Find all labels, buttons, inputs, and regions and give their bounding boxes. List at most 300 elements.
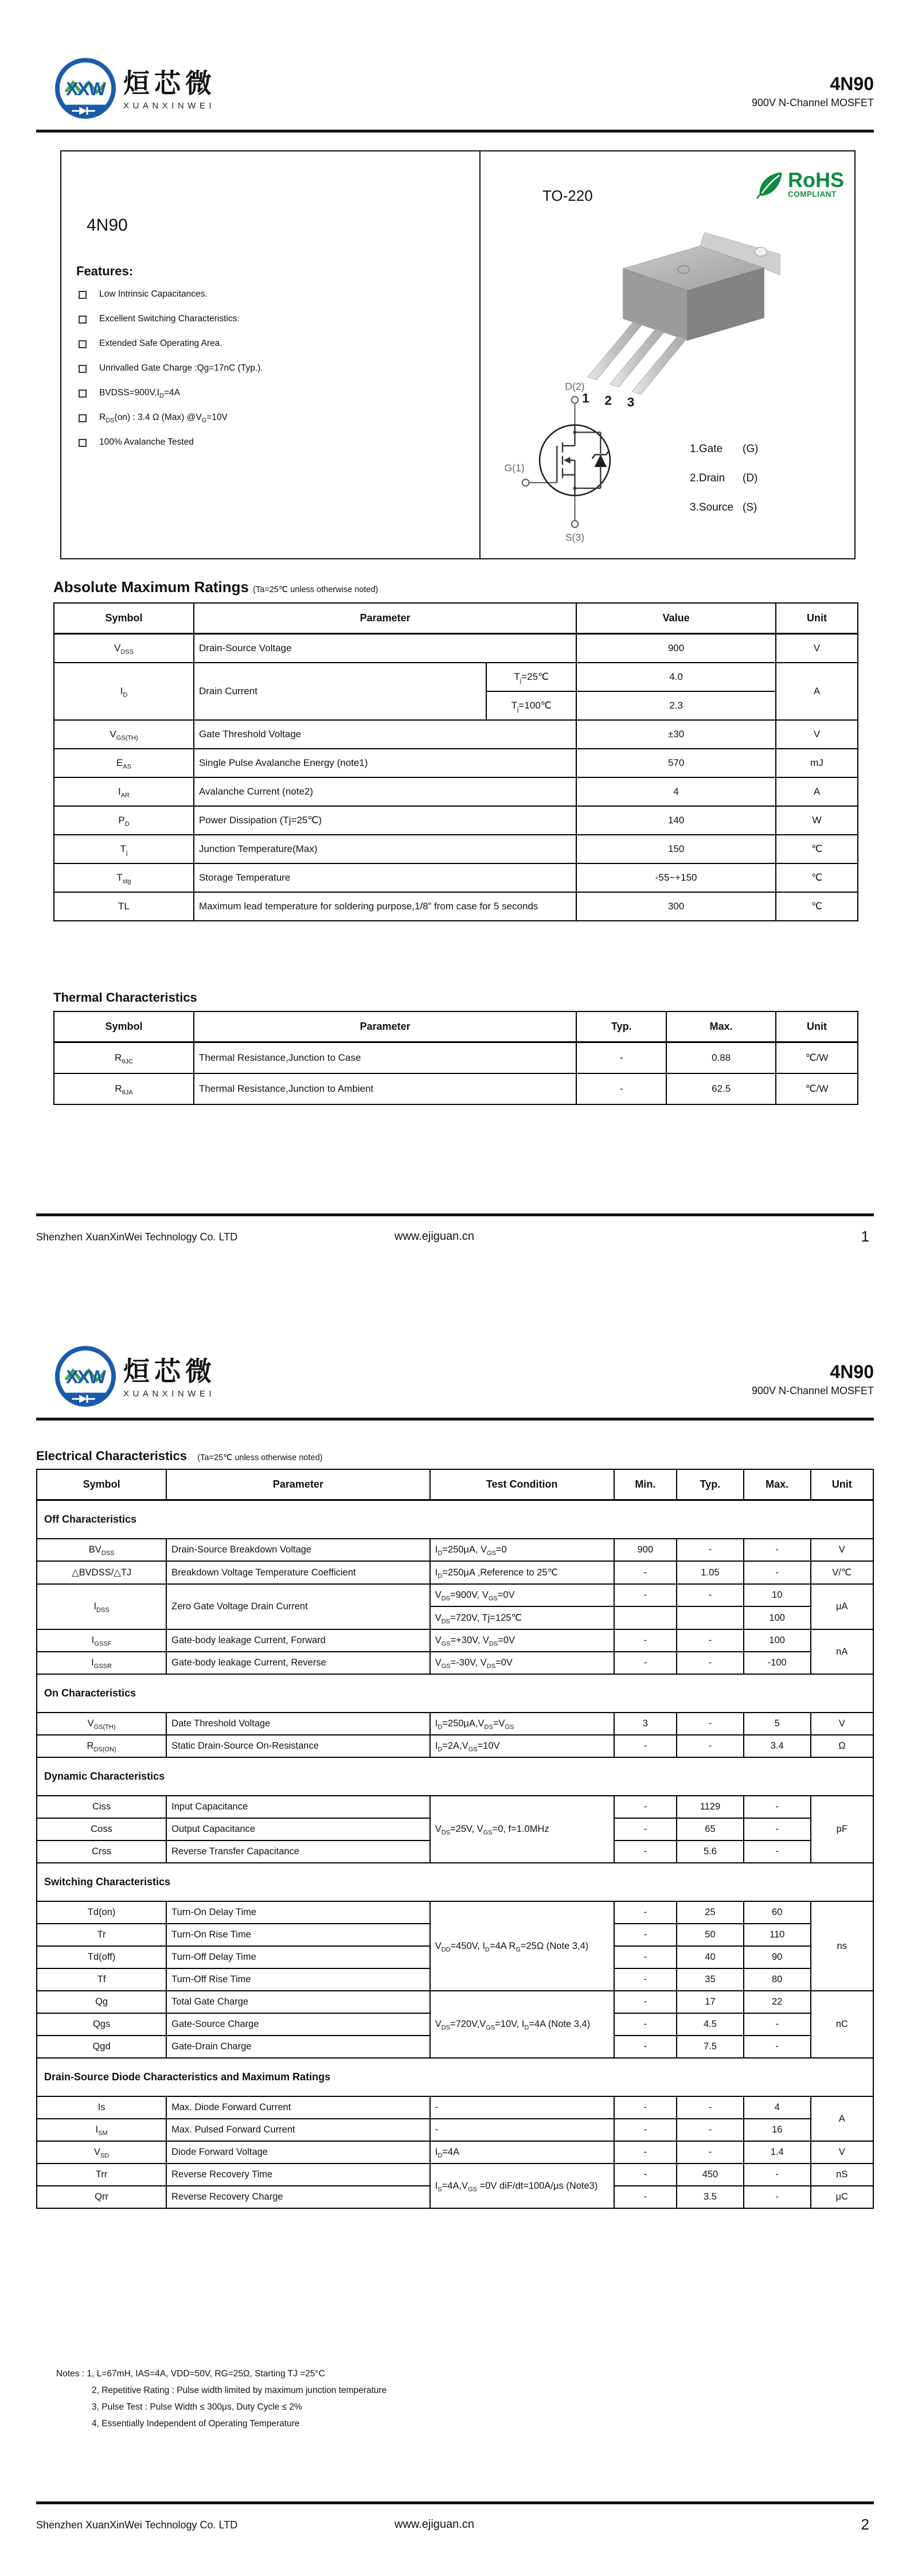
product-title: 4N90 (87, 216, 128, 235)
amr-value: 140 (576, 806, 776, 835)
ec-symbol: △BVDSS/△TJ (37, 1561, 166, 1584)
note-line: Notes : 1, L=67mH, IAS=4A, VDD=50V, RG=25Ω, Starting TJ =25°C (56, 2369, 325, 2379)
ec-min: 900 (614, 1539, 677, 1561)
amr-unit: ℃ (776, 892, 858, 921)
ec-row (37, 1991, 873, 2013)
ec-condition: $I_D=4A$ (430, 2141, 614, 2163)
amr-row (54, 777, 858, 806)
ec-typ: 1129 (677, 1796, 744, 1818)
ec-row (37, 2096, 873, 2119)
amr-row (54, 634, 858, 663)
ec-header-2: Test Condition (430, 1469, 614, 1500)
ec-max: - (744, 2013, 811, 2036)
ec-row (37, 1539, 873, 1561)
ec-typ: - (677, 1735, 744, 1757)
ec-parameter: Gate-body leakage Current, Forward (166, 1629, 430, 1652)
amr-parameter: Avalanche Current (note2) (194, 777, 576, 806)
ec-typ: - (677, 1629, 744, 1652)
ec-max: - (744, 1840, 811, 1863)
amr-value: 900 (576, 634, 776, 663)
ec-note: (Ta=25℃ unless otherwise noted) (197, 1453, 323, 1462)
ec-typ: 65 (677, 1818, 744, 1840)
ec-parameter: Gate-body leakage Current, Reverse (166, 1652, 430, 1674)
amr-row (54, 835, 858, 863)
footer-page-number: 1 (861, 1228, 869, 1245)
ec-header-6: Unit (811, 1469, 873, 1500)
ec-row (37, 1796, 873, 1818)
thermal-typ: - (576, 1073, 666, 1104)
note-line: 4, Essentially Independent of Operating Temperature (92, 2419, 300, 2429)
logo-letters: XXW (66, 78, 105, 99)
amr-parameter: Power Dissipation (Tj=25℃) (194, 806, 576, 835)
ec-symbol: Tf (37, 1968, 166, 1991)
ec-unit: A (811, 2096, 873, 2141)
amr-parameter: Drain-Source Voltage (194, 634, 576, 663)
feature-item (79, 314, 457, 338)
ec-symbol: Tr (37, 1924, 166, 1946)
ec-condition: $V_{DS}=720V,V_{GS}=10V$, $I_D=4A$ (Note 3,4) (430, 1991, 614, 2058)
ec-typ: 35 (677, 1968, 744, 1991)
ec-parameter: Reverse Recovery Time (166, 2163, 430, 2186)
ec-typ: - (677, 2119, 744, 2141)
footer-website: www.ejiguan.cn (395, 2518, 474, 2531)
package-name: TO-220 (542, 187, 593, 204)
rohs-leaf-icon (755, 170, 784, 200)
ec-header-4: Typ. (677, 1469, 744, 1500)
brand-name-en: XUANXINWEI (123, 1389, 216, 1399)
page-2 (0, 1288, 910, 2576)
amr-symbol: $V_{GS(TH)}$ (54, 720, 194, 749)
amr-condition: $T_j=100℃$ (486, 691, 576, 720)
pin-legend-name: 1.Gate (690, 443, 723, 455)
ec-section-row (37, 1863, 873, 1901)
brand-name-cn: 烜芯微 (123, 68, 216, 98)
thermal-header-row (54, 1011, 858, 1042)
thermal-header-0: Symbol (54, 1011, 194, 1042)
ec-typ: - (677, 1713, 744, 1735)
ec-symbol: Td(on) (37, 1901, 166, 1924)
thermal-symbol: $R_{\theta JA}$ (54, 1073, 194, 1104)
feature-label: 100% Avalanche Tested (99, 437, 194, 447)
ec-condition: $V_{GS}=-30V$, $V_{DS}=0V$ (430, 1652, 614, 1674)
ec-typ: - (677, 1584, 744, 1606)
brand-texts (123, 1358, 216, 1399)
ec-min: - (614, 2036, 677, 2058)
ec-parameter: Turn-Off Rise Time (166, 1968, 430, 1991)
amr-symbol: $V_{DSS}$ (54, 634, 194, 663)
ec-typ: - (677, 1652, 744, 1674)
ec-symbol: $I_{DSS}$ (37, 1584, 166, 1629)
amr-row (54, 863, 858, 892)
pin-legend-item (690, 443, 758, 472)
ec-symbol: $I_{SM}$ (37, 2119, 166, 2141)
ec-symbol: $BV_{DSS}$ (37, 1539, 166, 1561)
amr-parameter: Drain Current (194, 663, 486, 720)
ec-max: - (744, 2186, 811, 2208)
ec-section-row (37, 1500, 873, 1539)
ec-section-label: Drain-Source Diode Characteristics and Maximum Ratings (37, 2058, 873, 2096)
ec-typ: 3.5 (677, 2186, 744, 2208)
feature-item (79, 413, 457, 437)
amr-row (54, 749, 858, 777)
ec-section-row (37, 1757, 873, 1796)
ec-row (37, 1584, 873, 1606)
amr-unit: A (776, 663, 858, 720)
ec-row (37, 1561, 873, 1584)
feature-label: $BVDSS=900V,I_D=4A$ (99, 388, 180, 400)
ec-unit: μA (811, 1584, 873, 1629)
ec-min: - (614, 2141, 677, 2163)
ec-parameter: Zero Gate Voltage Drain Current (166, 1584, 430, 1629)
ec-title-text: Electrical Characteristics (36, 1449, 187, 1463)
amr-unit: W (776, 806, 858, 835)
ec-condition: $V_{DS}=25V$, $V_{GS}=0$, f=1.0MHz (430, 1796, 614, 1863)
pin-s-label: S(3) (565, 531, 585, 543)
ec-min: - (614, 1735, 677, 1757)
ec-condition: $V_{DD}=450V$, $I_D=4A$ $R_G=25\Omega$ (Note 3,4) (430, 1901, 614, 1991)
ec-min: - (614, 1629, 677, 1652)
checkbox-icon (79, 439, 87, 447)
ec-max: - (744, 1539, 811, 1561)
ec-row (37, 1629, 873, 1652)
footer-page-number: 2 (861, 2516, 869, 2533)
feature-item (79, 437, 457, 462)
ec-row (37, 2119, 873, 2141)
rohs-compliant-label: COMPLIANT (788, 189, 837, 199)
note-line: 2, Repetitive Rating : Pulse width limited by maximum junction temperature (92, 2386, 387, 2395)
rohs-logo (755, 170, 844, 200)
ec-min: - (614, 1796, 677, 1818)
thermal-title: Thermal Characteristics (53, 990, 197, 1005)
ec-min: - (614, 1991, 677, 2013)
ec-parameter: Gate-Source Charge (166, 2013, 430, 2036)
svg-text:3: 3 (627, 395, 635, 410)
brand-name-en: XUANXINWEI (123, 101, 216, 111)
svg-text:1: 1 (582, 391, 589, 406)
logo-circle-icon (54, 57, 116, 119)
ec-typ: 450 (677, 2163, 744, 2186)
product-overview-box (60, 150, 856, 559)
ec-row (37, 1652, 873, 1674)
amr-value: -55~+150 (576, 863, 776, 892)
ec-condition: $V_{DS}=900V$, $V_{GS}=0V$ (430, 1584, 614, 1606)
ec-section-row (37, 2058, 873, 2096)
brand-logo (54, 1345, 216, 1407)
amr-value: 2.3 (576, 691, 776, 720)
ec-condition: $I_D=250\mu A$ ,Reference to 25℃ (430, 1561, 614, 1584)
thermal-symbol: $R_{\theta JC}$ (54, 1042, 194, 1074)
thermal-max: 0.88 (666, 1042, 776, 1074)
thermal-table (53, 1011, 858, 1105)
pin-legend-paren: (D) (743, 472, 758, 484)
amr-header-unit: Unit (776, 603, 858, 634)
brand-texts (123, 70, 216, 111)
ec-condition: - (430, 2096, 614, 2119)
ec-parameter: Input Capacitance (166, 1796, 430, 1818)
amr-symbol: $T_{stg}$ (54, 863, 194, 892)
ec-symbol: Qrr (37, 2186, 166, 2208)
amr-row (54, 892, 858, 921)
ec-min: - (614, 1946, 677, 1968)
amr-row (54, 663, 858, 691)
thermal-parameter: Thermal Resistance,Junction to Ambient (194, 1073, 576, 1104)
footer-company: Shenzhen XuanXinWei Technology Co. LTD (36, 2519, 238, 2531)
header-rule (36, 1418, 874, 1421)
footer-rule (36, 1213, 874, 1216)
amr-parameter: Maximum lead temperature for soldering purpose,1/8” from case for 5 seconds (194, 892, 576, 921)
ec-max: 5 (744, 1713, 811, 1735)
page1-footer (36, 1228, 874, 1252)
logo-circle-icon (54, 1345, 116, 1407)
ec-max: - (744, 1561, 811, 1584)
ec-title (36, 1449, 322, 1464)
ec-unit: nC (811, 1991, 873, 2058)
feature-item (79, 338, 457, 363)
pin-legend-paren: (G) (743, 443, 759, 455)
amr-unit: V (776, 634, 858, 663)
amr-unit: mJ (776, 749, 858, 777)
ec-row (37, 1713, 873, 1735)
ec-symbol: Is (37, 2096, 166, 2119)
amr-unit: V (776, 720, 858, 749)
ec-symbol: $V_{SD}$ (37, 2141, 166, 2163)
ec-condition: $I_D=250\mu A,V_{DS}=V_{GS}$ (430, 1713, 614, 1735)
ec-table (36, 1469, 874, 2209)
ec-symbol: Qg (37, 1991, 166, 2013)
amr-symbol: $T_j$ (54, 835, 194, 863)
thermal-row (54, 1073, 858, 1104)
thermal-typ: - (576, 1042, 666, 1074)
ec-parameter: Total Gate Charge (166, 1991, 430, 2013)
ec-symbol: Qgs (37, 2013, 166, 2036)
ec-section-label: Off Characteristics (37, 1500, 873, 1539)
ec-max: 16 (744, 2119, 811, 2141)
ec-parameter: Max. Diode Forward Current (166, 2096, 430, 2119)
ec-max: 90 (744, 1946, 811, 1968)
feature-label: Excellent Switching Characteristics. (99, 314, 240, 324)
ec-typ: - (677, 2141, 744, 2163)
amr-note: (Ta=25℃ unless otherwise noted) (253, 585, 378, 594)
amr-parameter: Single Pulse Avalanche Energy (note1) (194, 749, 576, 777)
footer-rule (36, 2501, 874, 2504)
feature-label: Extended Safe Operating Area. (99, 338, 222, 348)
ec-section-row (37, 1674, 873, 1713)
ec-typ: 17 (677, 1991, 744, 2013)
ec-typ: 5.6 (677, 1840, 744, 1863)
amr-unit: A (776, 777, 858, 806)
brand-name-cn: 烜芯微 (123, 1356, 216, 1386)
ec-parameter: Reverse Transfer Capacitance (166, 1840, 430, 1863)
header-rule (36, 130, 874, 133)
ec-unit: nS (811, 2163, 873, 2186)
ec-condition: $V_{DS}=720V$, Tj=125℃ (430, 1606, 614, 1629)
amr-symbol: $P_D$ (54, 806, 194, 835)
ec-min (614, 1606, 677, 1629)
ec-unit: Ω (811, 1735, 873, 1757)
ec-typ (677, 1606, 744, 1629)
package-pane (481, 151, 857, 558)
feature-label: $R_{DS}(on)$ : 3.4 Ω (Max) $@V_G=10V$ (99, 413, 228, 425)
thermal-unit: ℃/W (776, 1073, 858, 1104)
svg-text:2: 2 (604, 393, 612, 408)
ec-header-row (37, 1469, 873, 1500)
checkbox-icon (79, 414, 87, 422)
amr-title (53, 578, 378, 596)
ec-max: - (744, 2163, 811, 2186)
ec-parameter: Output Capacitance (166, 1818, 430, 1840)
footer-company: Shenzhen XuanXinWei Technology Co. LTD (36, 1231, 238, 1243)
amr-table (53, 602, 858, 921)
pin-legend-paren: (S) (743, 501, 757, 513)
pin-legend-name: 2.Drain (690, 472, 725, 484)
features-title: Features: (76, 264, 134, 278)
checkbox-icon (79, 390, 87, 398)
feature-item (79, 363, 457, 388)
ec-min: - (614, 2013, 677, 2036)
amr-value: ±30 (576, 720, 776, 749)
ec-typ: - (677, 2096, 744, 2119)
feature-label: Unrivalled Gate Charge :Qg=17nC (Typ.). (99, 363, 263, 373)
pin-legend-item (690, 501, 758, 531)
checkbox-icon (79, 340, 87, 348)
amr-header-value: Value (576, 603, 776, 634)
pin-d-label: D(2) (565, 380, 585, 392)
ec-typ: 50 (677, 1924, 744, 1946)
amr-row (54, 720, 858, 749)
part-subtitle: 900V N-Channel MOSFET (751, 96, 874, 108)
thermal-header-3: Max. (666, 1011, 776, 1042)
ec-symbol: Trr (37, 2163, 166, 2186)
amr-symbol: $E_{AS}$ (54, 749, 194, 777)
ec-symbol: Ciss (37, 1796, 166, 1818)
ec-parameter: Static Drain-Source On-Resistance (166, 1735, 430, 1757)
ec-parameter: Turn-Off Delay Time (166, 1946, 430, 1968)
ec-condition: $I_S=4A,V_{GS} =0V$ diF/dt=100A/μs (Note3) (430, 2163, 614, 2208)
ec-unit: V (811, 2141, 873, 2163)
amr-value: 300 (576, 892, 776, 921)
ec-unit: μC (811, 2186, 873, 2208)
ec-max: -100 (744, 1652, 811, 1674)
ec-parameter: Turn-On Delay Time (166, 1901, 430, 1924)
ec-unit: V (811, 1539, 873, 1561)
pin-legend-item (690, 472, 758, 501)
ec-condition: $I_D=2A,V_{GS}=10V$ (430, 1735, 614, 1757)
amr-row (54, 806, 858, 835)
ec-max: 80 (744, 1968, 811, 1991)
ec-typ: - (677, 1539, 744, 1561)
ec-typ: 7.5 (677, 2036, 744, 2058)
ec-parameter: Max. Pulsed Forward Current (166, 2119, 430, 2141)
ec-section-label: On Characteristics (37, 1674, 873, 1713)
ec-condition: $I_D=250\mu A$, $V_{GS}=0$ (430, 1539, 614, 1561)
ec-min: - (614, 1652, 677, 1674)
amr-value: 150 (576, 835, 776, 863)
feature-item (79, 289, 457, 314)
ec-max: 4 (744, 2096, 811, 2119)
thermal-unit: ℃/W (776, 1042, 858, 1074)
ec-parameter: Diode Forward Voltage (166, 2141, 430, 2163)
ec-header-3: Min. (614, 1469, 677, 1500)
ec-parameter: Gate-Drain Charge (166, 2036, 430, 2058)
ec-parameter: Date Threshold Voltage (166, 1713, 430, 1735)
amr-symbol: $I_D$ (54, 663, 194, 720)
amr-condition: $T_j=25℃$ (486, 663, 576, 691)
ec-section-label: Switching Characteristics (37, 1863, 873, 1901)
ec-unit: pF (811, 1796, 873, 1863)
ec-min: - (614, 1561, 677, 1584)
feature-item (79, 388, 457, 413)
ec-symbol: $R_{DS(ON)}$ (37, 1735, 166, 1757)
part-number: 4N90 (830, 1361, 874, 1382)
thermal-header-1: Parameter (194, 1011, 576, 1042)
ec-max: 1.4 (744, 2141, 811, 2163)
thermal-parameter: Thermal Resistance,Junction to Case (194, 1042, 576, 1074)
ec-typ: 1.05 (677, 1561, 744, 1584)
part-subtitle: 900V N-Channel MOSFET (751, 1384, 874, 1396)
note-line: 3, Pulse Test : Pulse Width ≤ 300μs, Duty Cycle ≤ 2% (92, 2402, 302, 2412)
rohs-text (788, 168, 844, 199)
ec-min: - (614, 1924, 677, 1946)
checkbox-icon (79, 316, 87, 324)
ec-row (37, 1735, 873, 1757)
ec-parameter: Breakdown Voltage Temperature Coefficient (166, 1561, 430, 1584)
ec-section-label: Dynamic Characteristics (37, 1757, 873, 1796)
ec-min: - (614, 2186, 677, 2208)
ec-max: 3.4 (744, 1735, 811, 1757)
page2-footer (36, 2516, 874, 2540)
amr-value: 4.0 (576, 663, 776, 691)
amr-parameter: Storage Temperature (194, 863, 576, 892)
thermal-header-2: Typ. (576, 1011, 666, 1042)
ec-max: 100 (744, 1606, 811, 1629)
amr-unit: ℃ (776, 863, 858, 892)
ec-max: - (744, 1818, 811, 1840)
ec-condition: $V_{GS}=+30V$, $V_{DS}=0V$ (430, 1629, 614, 1652)
ec-max: 110 (744, 1924, 811, 1946)
ec-row (37, 2163, 873, 2186)
ec-max: 60 (744, 1901, 811, 1924)
ec-header-0: Symbol (37, 1469, 166, 1500)
pin-g-label: G(1) (504, 462, 525, 474)
ec-min: - (614, 1968, 677, 1991)
page1-header (36, 57, 874, 126)
ec-unit: nA (811, 1629, 873, 1674)
checkbox-icon (79, 365, 87, 373)
rohs-name: RoHS (788, 168, 844, 192)
amr-header-parameter: Parameter (194, 603, 576, 634)
part-number: 4N90 (830, 73, 874, 94)
ec-max: - (744, 1796, 811, 1818)
ec-min: - (614, 2096, 677, 2119)
ec-header-1: Parameter (166, 1469, 430, 1500)
thermal-header-4: Unit (776, 1011, 858, 1042)
page2-header (36, 1345, 874, 1414)
amr-header-symbol: Symbol (54, 603, 194, 634)
footer-website: www.ejiguan.cn (395, 1230, 474, 1243)
ec-min: - (614, 1840, 677, 1863)
ec-min: - (614, 2119, 677, 2141)
ec-min: - (614, 1584, 677, 1606)
ec-symbol: Crss (37, 1840, 166, 1863)
amr-symbol: TL (54, 892, 194, 921)
ec-header-5: Max. (744, 1469, 811, 1500)
ec-symbol: $I_{GSSF}$ (37, 1629, 166, 1652)
ec-typ: 40 (677, 1946, 744, 1968)
ec-parameter: Drain-Source Breakdown Voltage (166, 1539, 430, 1561)
part-header (752, 73, 874, 109)
ec-unit: V/℃ (811, 1561, 873, 1584)
ec-symbol: Coss (37, 1818, 166, 1840)
